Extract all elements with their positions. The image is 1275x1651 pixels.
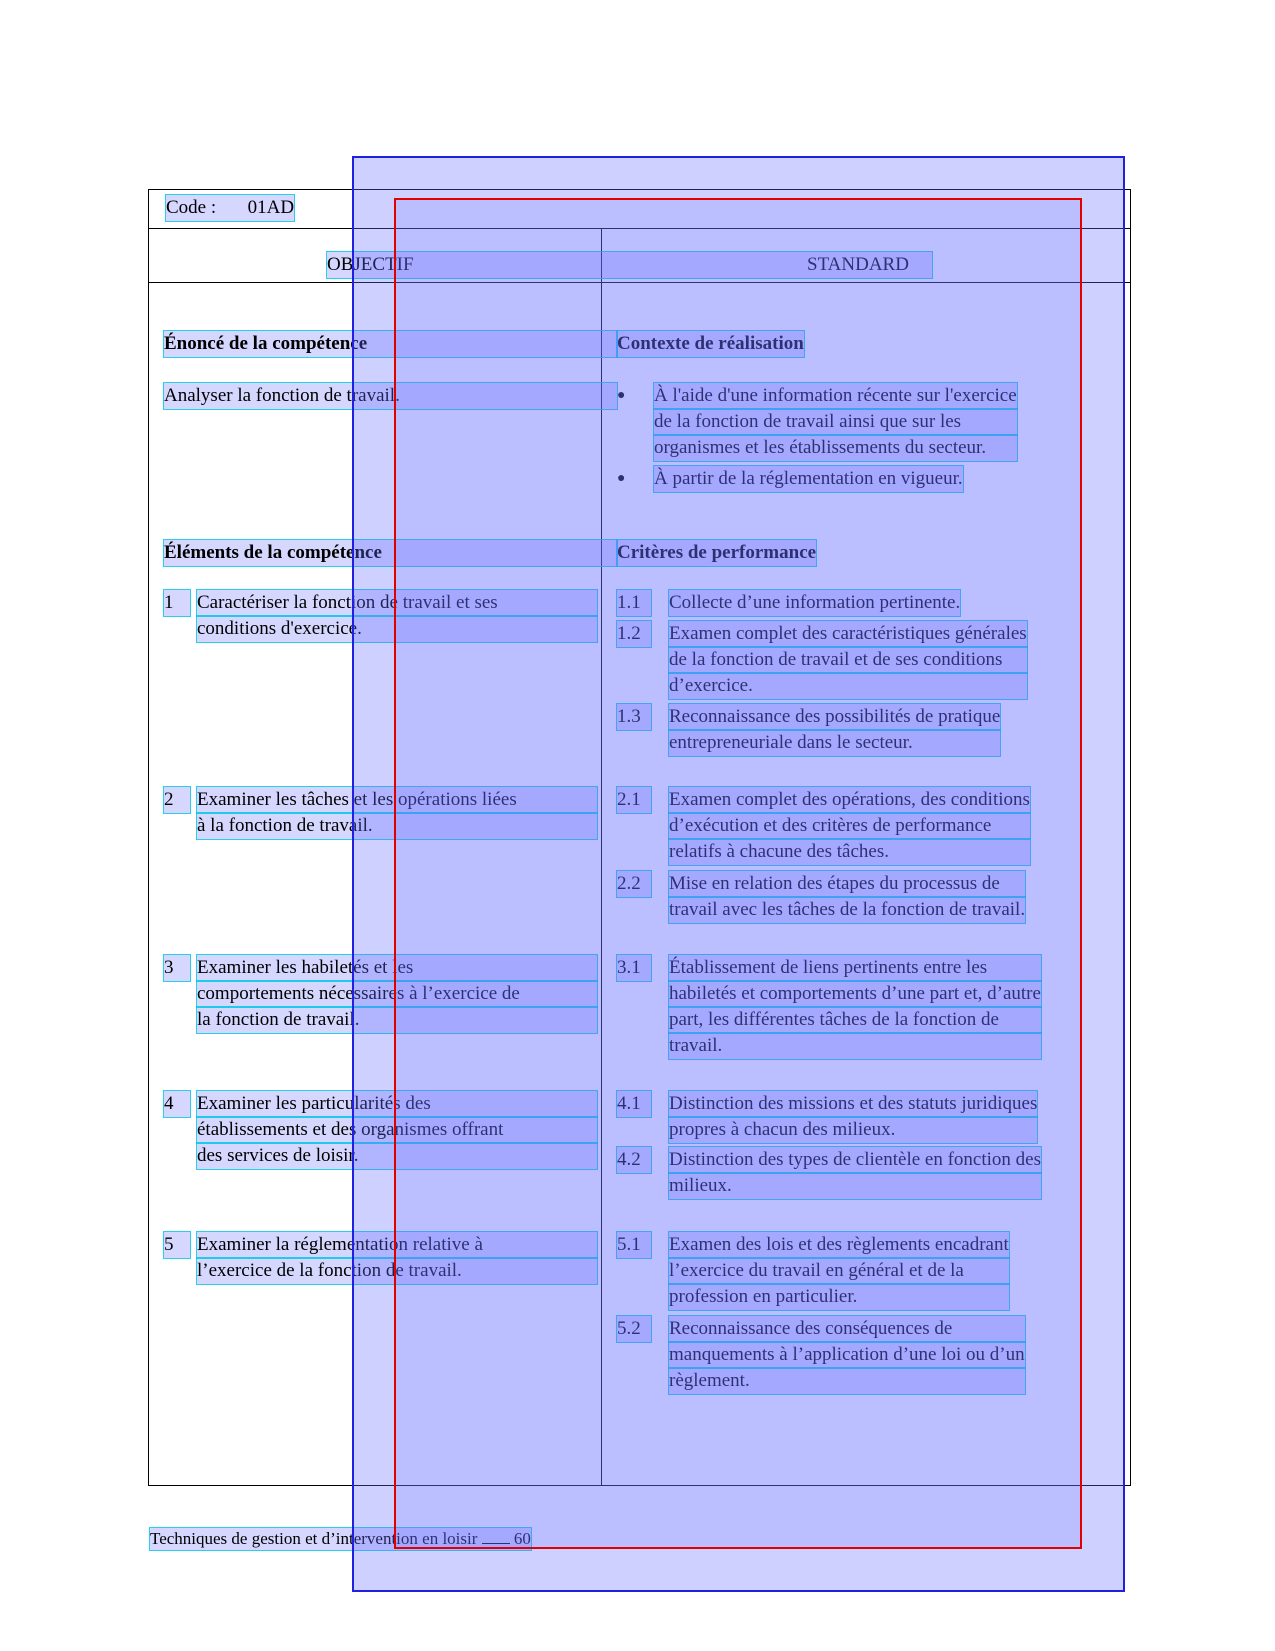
criterion-text-line: d’exercice. — [669, 673, 1027, 699]
criterion-text — [669, 1091, 1037, 1143]
criterion-text — [669, 787, 1030, 865]
criterion-text — [669, 1232, 1009, 1310]
criterion-text — [669, 590, 960, 616]
criterion-text-line: Distinction des missions et des statuts juridiques — [669, 1091, 1037, 1117]
element-text-line: à la fonction de travail. — [197, 813, 597, 839]
criterion-number: 1.3 — [617, 704, 651, 730]
context-text-line: organismes et les établissements du secteur. — [654, 435, 1017, 461]
criterion-number: 2.1 — [617, 787, 651, 813]
context-text — [654, 383, 1017, 461]
criterion-number: 1.1 — [617, 590, 651, 616]
criterion-text-line: travail. — [669, 1033, 1041, 1059]
context-text — [654, 466, 963, 492]
criterion-text-line: Collecte d’une information pertinente. — [669, 590, 960, 616]
competence-heading: Énoncé de la compétence — [164, 331, 617, 357]
criterion-number: 1.2 — [617, 621, 651, 647]
column-header-standard: STANDARD — [807, 254, 909, 275]
criterion-text-line: Examen complet des opérations, des conditions — [669, 787, 1030, 813]
element-text — [197, 590, 597, 642]
criterion-text-line: profession en particulier. — [669, 1284, 1009, 1310]
element-text — [197, 1091, 597, 1169]
element-text — [197, 787, 597, 839]
element-number: 2 — [164, 787, 190, 813]
criterion-text — [669, 704, 1000, 756]
criterion-text — [669, 955, 1041, 1059]
column-header-divider — [148, 282, 1131, 283]
criterion-text-line: Mise en relation des étapes du processus de — [669, 871, 1025, 897]
criterion-text-line: relatifs à chacune des tâches. — [669, 839, 1030, 865]
criterion-text-line: Examen complet des caractéristiques générales — [669, 621, 1027, 647]
page-footer — [150, 1528, 531, 1550]
criterion-text-line: règlement. — [669, 1368, 1025, 1394]
elements-heading: Éléments de la compétence — [164, 540, 617, 566]
element-text-line: des services de loisir. — [197, 1143, 597, 1169]
footer-program: Techniques de gestion et d’intervention en loisir — [150, 1529, 478, 1548]
element-text-line: établissements et des organismes offrant — [197, 1117, 597, 1143]
criterion-number: 4.2 — [617, 1147, 651, 1173]
criterion-text-line: l’exercice du travail en général et de la — [669, 1258, 1009, 1284]
footer-page-number: 60 — [513, 1529, 531, 1548]
criterion-number: 4.1 — [617, 1091, 651, 1117]
criterion-number: 5.2 — [617, 1316, 651, 1342]
element-text-line: conditions d'exercice. — [197, 616, 597, 642]
element-text-line: l’exercice de la fonction de travail. — [197, 1258, 597, 1284]
competence-statement: Analyser la fonction de travail. — [164, 383, 617, 409]
criterion-number: 2.2 — [617, 871, 651, 897]
criterion-number: 5.1 — [617, 1232, 651, 1258]
criterion-text — [669, 871, 1025, 923]
code-label: Code : — [166, 197, 217, 218]
column-divider — [601, 228, 602, 1486]
criterion-text-line: travail avec les tâches de la fonction de travail. — [669, 897, 1025, 923]
criterion-text-line: propres à chacun des milieux. — [669, 1117, 1037, 1143]
element-text-line: Caractériser la fonction de travail et ses — [197, 590, 597, 616]
criterion-text-line: part, les différentes tâches de la fonction de — [669, 1007, 1041, 1033]
criterion-text-line: Reconnaissance des conséquences de — [669, 1316, 1025, 1342]
element-text-line: comportements nécessaires à l’exercice de — [197, 981, 597, 1007]
column-header-objectif: OBJECTIF — [327, 254, 414, 275]
element-number: 5 — [164, 1232, 190, 1258]
criterion-text-line: Reconnaissance des possibilités de pratique — [669, 704, 1000, 730]
criterion-text-line: manquements à l’application d’une loi ou d’un — [669, 1342, 1025, 1368]
header-divider — [148, 228, 1131, 229]
context-text-line: À partir de la réglementation en vigueur. — [654, 466, 963, 492]
context-heading: Contexte de réalisation — [617, 331, 804, 357]
element-text-line: la fonction de travail. — [197, 1007, 597, 1033]
element-text-line: Examiner les tâches et les opérations liées — [197, 787, 597, 813]
code-field — [166, 195, 294, 221]
criterion-text — [669, 1147, 1041, 1199]
element-number: 1 — [164, 590, 190, 616]
criterion-text-line: Examen des lois et des règlements encadrant — [669, 1232, 1009, 1258]
bullet-icon: ● — [617, 471, 626, 486]
criterion-text-line: habiletés et comportements d’une part et, d’autre — [669, 981, 1041, 1007]
element-number: 3 — [164, 955, 190, 981]
element-text — [197, 955, 597, 1033]
criterion-number: 3.1 — [617, 955, 651, 981]
column-header-row — [327, 252, 932, 278]
criterion-text — [669, 1316, 1025, 1394]
bullet-icon: ● — [617, 388, 626, 403]
element-text-line: Examiner les habiletés et les — [197, 955, 597, 981]
element-text-line: Examiner la réglementation relative à — [197, 1232, 597, 1258]
element-text-line: Examiner les particularités des — [197, 1091, 597, 1117]
criteria-heading: Critères de performance — [617, 540, 816, 566]
criterion-text-line: Établissement de liens pertinents entre les — [669, 955, 1041, 981]
criterion-text — [669, 621, 1027, 699]
criterion-text-line: milieux. — [669, 1173, 1041, 1199]
element-number: 4 — [164, 1091, 190, 1117]
context-text-line: de la fonction de travail ainsi que sur les — [654, 409, 1017, 435]
element-text — [197, 1232, 597, 1284]
criterion-text-line: entrepreneuriale dans le secteur. — [669, 730, 1000, 756]
criterion-text-line: de la fonction de travail et de ses conditions — [669, 647, 1027, 673]
criterion-text-line: d’exécution et des critères de performance — [669, 813, 1030, 839]
context-text-line: À l'aide d'une information récente sur l'exercice — [654, 383, 1017, 409]
code-value: 01AD — [247, 197, 295, 218]
criterion-text-line: Distinction des types de clientèle en fonction des — [669, 1147, 1041, 1173]
